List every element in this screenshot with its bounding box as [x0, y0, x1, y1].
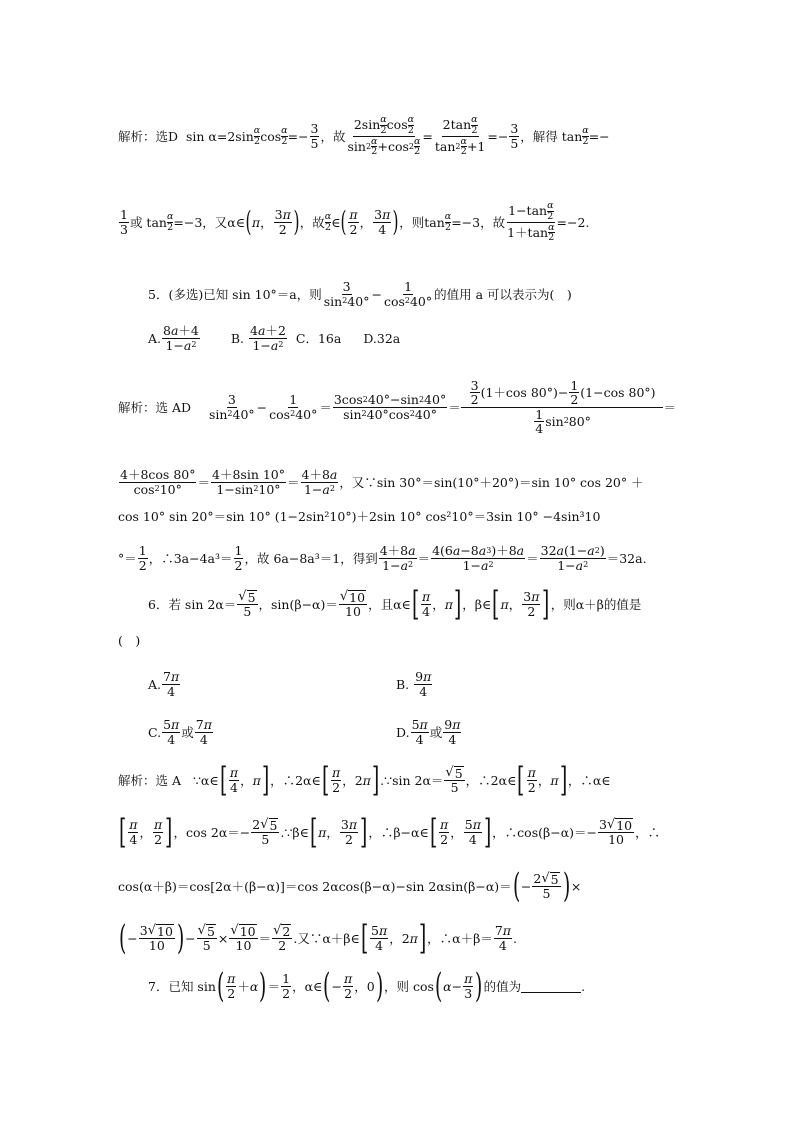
question-6-solution-line-4: ( − 3 √ 10 10 ) − √ 5 5 × √ 10 10 ＝ √ 2 2 .又∵α＋β∈ [ 5 π 4 ，2 π ] ，∴α＋β＝ 7 π 4 . [118, 918, 517, 958]
question-6-solution-line-3: cos(α＋β)＝cos[2α＋(β−α)]＝cos 2αcos(β−α)−sin 2αsin(β−α)＝ ( − 2 √ 5 5 ) × [118, 866, 582, 906]
question-5-solution-line-2: 4＋8cos 80° cos 2 10° ＝ 4＋8sin 10° 1−sin 2 10° ＝ 4＋8 a 1− a 2 ，又∵sin 30°＝sin(10°＋20°)＝sin 10° cos 20° ＋ [120, 467, 644, 497]
question-6-solution-line-1: 解析：选 A ∵α∈ [ π 4 ， π ] ，∴2α∈ [ π 2 ，2 π ] .∵sin 2α＝ √ 5 5 ，∴2α∈ [ π 2 ， π ] ，∴α∈ [118, 760, 611, 800]
fraction: 1−tan α 2 1＋tan α 2 [507, 199, 555, 244]
question-5-solution-line-4: °＝ 1 2 ，∴3a−4a³＝ 1 2 ，故 6a−8a³＝1，得到 4＋8 a 1− a 2 ＝ 4(6 a −8 a 3 )＋8 a 1− a 2 ＝ 32 a (1− a 2 ) 1− a 2 ＝32a. [118, 543, 647, 573]
solution-4-line-2: 1 3 或 tan $\frac{\alpha}{2}$ =−3，又α∈ ( π ， 3 π 2 ) ，故 α 2 ∈ ( π 2 ， 3 π 4 ) ，则tan $\frac{\alpha}{2}$ =−3，故 1−tan α 2 1＋tan α 2 =−2. [120, 199, 590, 244]
question-5-stem: 5．(多选)已知 sin 10°＝a，则 3 sin 2 40° − 1 cos 2 40° 的值用 a 可以表示为( ) [148, 279, 572, 309]
fraction: $\frac{\alpha}{2}$ [166, 210, 174, 233]
question-5-solution-line-1: 解析：选 AD 3 sin 2 40° − 1 cos 2 40° ＝ 3cos 2 40°−sin 2 40° sin 2 40°cos 2 40° ＝ 3 2 (1＋cos 80°)− 1 2 (1−cos 80°) 1 4 sin 2 80° ＝ [118, 378, 676, 436]
solution-4-line-1: 解析：选D sin α=2sin α 2 cos $\frac{\alpha}{2}$ =− $\frac{3}{5}$ ，故 2sin α 2 cos α 2 sin 2 α 2 +cos 2 α 2 = 2tan α 2 tan 2 α 2 +1 =− $\frac{3}{5}$ ，解得 tan $\frac{\alpha}{2}$ =− [118, 113, 610, 158]
question-6-solution-line-2: [ π 4 ， π 2 ] ，cos 2α＝− 2 √ 5 5 .∵β∈ [ π ， 3 π 2 ] ，∴β−α∈ [ π 2 ， 5 π 4 ] ，∴cos(β−α)＝− 3 √ 10 10 ，∴ [118, 812, 661, 852]
fraction: 2tan α 2 tan 2 α 2 +1 [434, 113, 486, 158]
option-d[interactable]: D.32a [363, 330, 401, 346]
question-5-solution-line-3: cos 10° sin 20°＝sin 10° (1−2sin²10°)＋2sin 10° cos²10°＝3sin 10° −4sin³10 [118, 509, 601, 524]
option-b[interactable]: B. 4 a ＋2 1− a 2 [230, 323, 286, 353]
fraction: $\frac{\alpha}{2}$ [281, 124, 288, 147]
question-7-stem: 7．已知 sin ( π 2 ＋ α ) ＝ 1 2 ，α∈ ( − π 2 ，0 ) ，则 cos ( α − π 3 ) 的值为 . [148, 966, 586, 1006]
question-6-stem: 6．若 sin 2α＝ √ 5 5 ，sin(β−α)＝ √ 10 10 ，且α∈ [ π 4 ， π ] ，β∈ [ π ， 3 π 2 ] ，则α＋β的值是 [148, 584, 642, 624]
question-6-paren: ( ) [118, 633, 141, 648]
fraction: $\frac{3}{5}$ [510, 121, 519, 151]
option-a[interactable]: A. 8 a ＋4 1− a 2 [148, 323, 199, 353]
fraction: 2sin α 2 cos α 2 sin 2 α 2 +cos 2 α 2 [347, 113, 421, 158]
option-b[interactable]: B. 9 π 4 [396, 669, 432, 699]
fraction: $\frac{3}{5}$ [310, 121, 319, 151]
option-c[interactable]: C. 5 π 4 或 7 π 4 [148, 717, 212, 747]
fraction: α 2 [253, 124, 261, 147]
option-a[interactable]: A. 7 π 4 [148, 669, 180, 699]
question-5-options [148, 318, 400, 358]
solution-lead: 解析：选D [118, 129, 179, 144]
fraction: 1 3 [120, 207, 128, 237]
fraction: $\frac{\alpha}{2}$ [582, 124, 589, 147]
option-c[interactable]: C．16a [295, 331, 342, 346]
answer-blank[interactable] [521, 980, 581, 993]
option-d[interactable]: D. 5 π 4 或 9 π 4 [396, 717, 461, 747]
